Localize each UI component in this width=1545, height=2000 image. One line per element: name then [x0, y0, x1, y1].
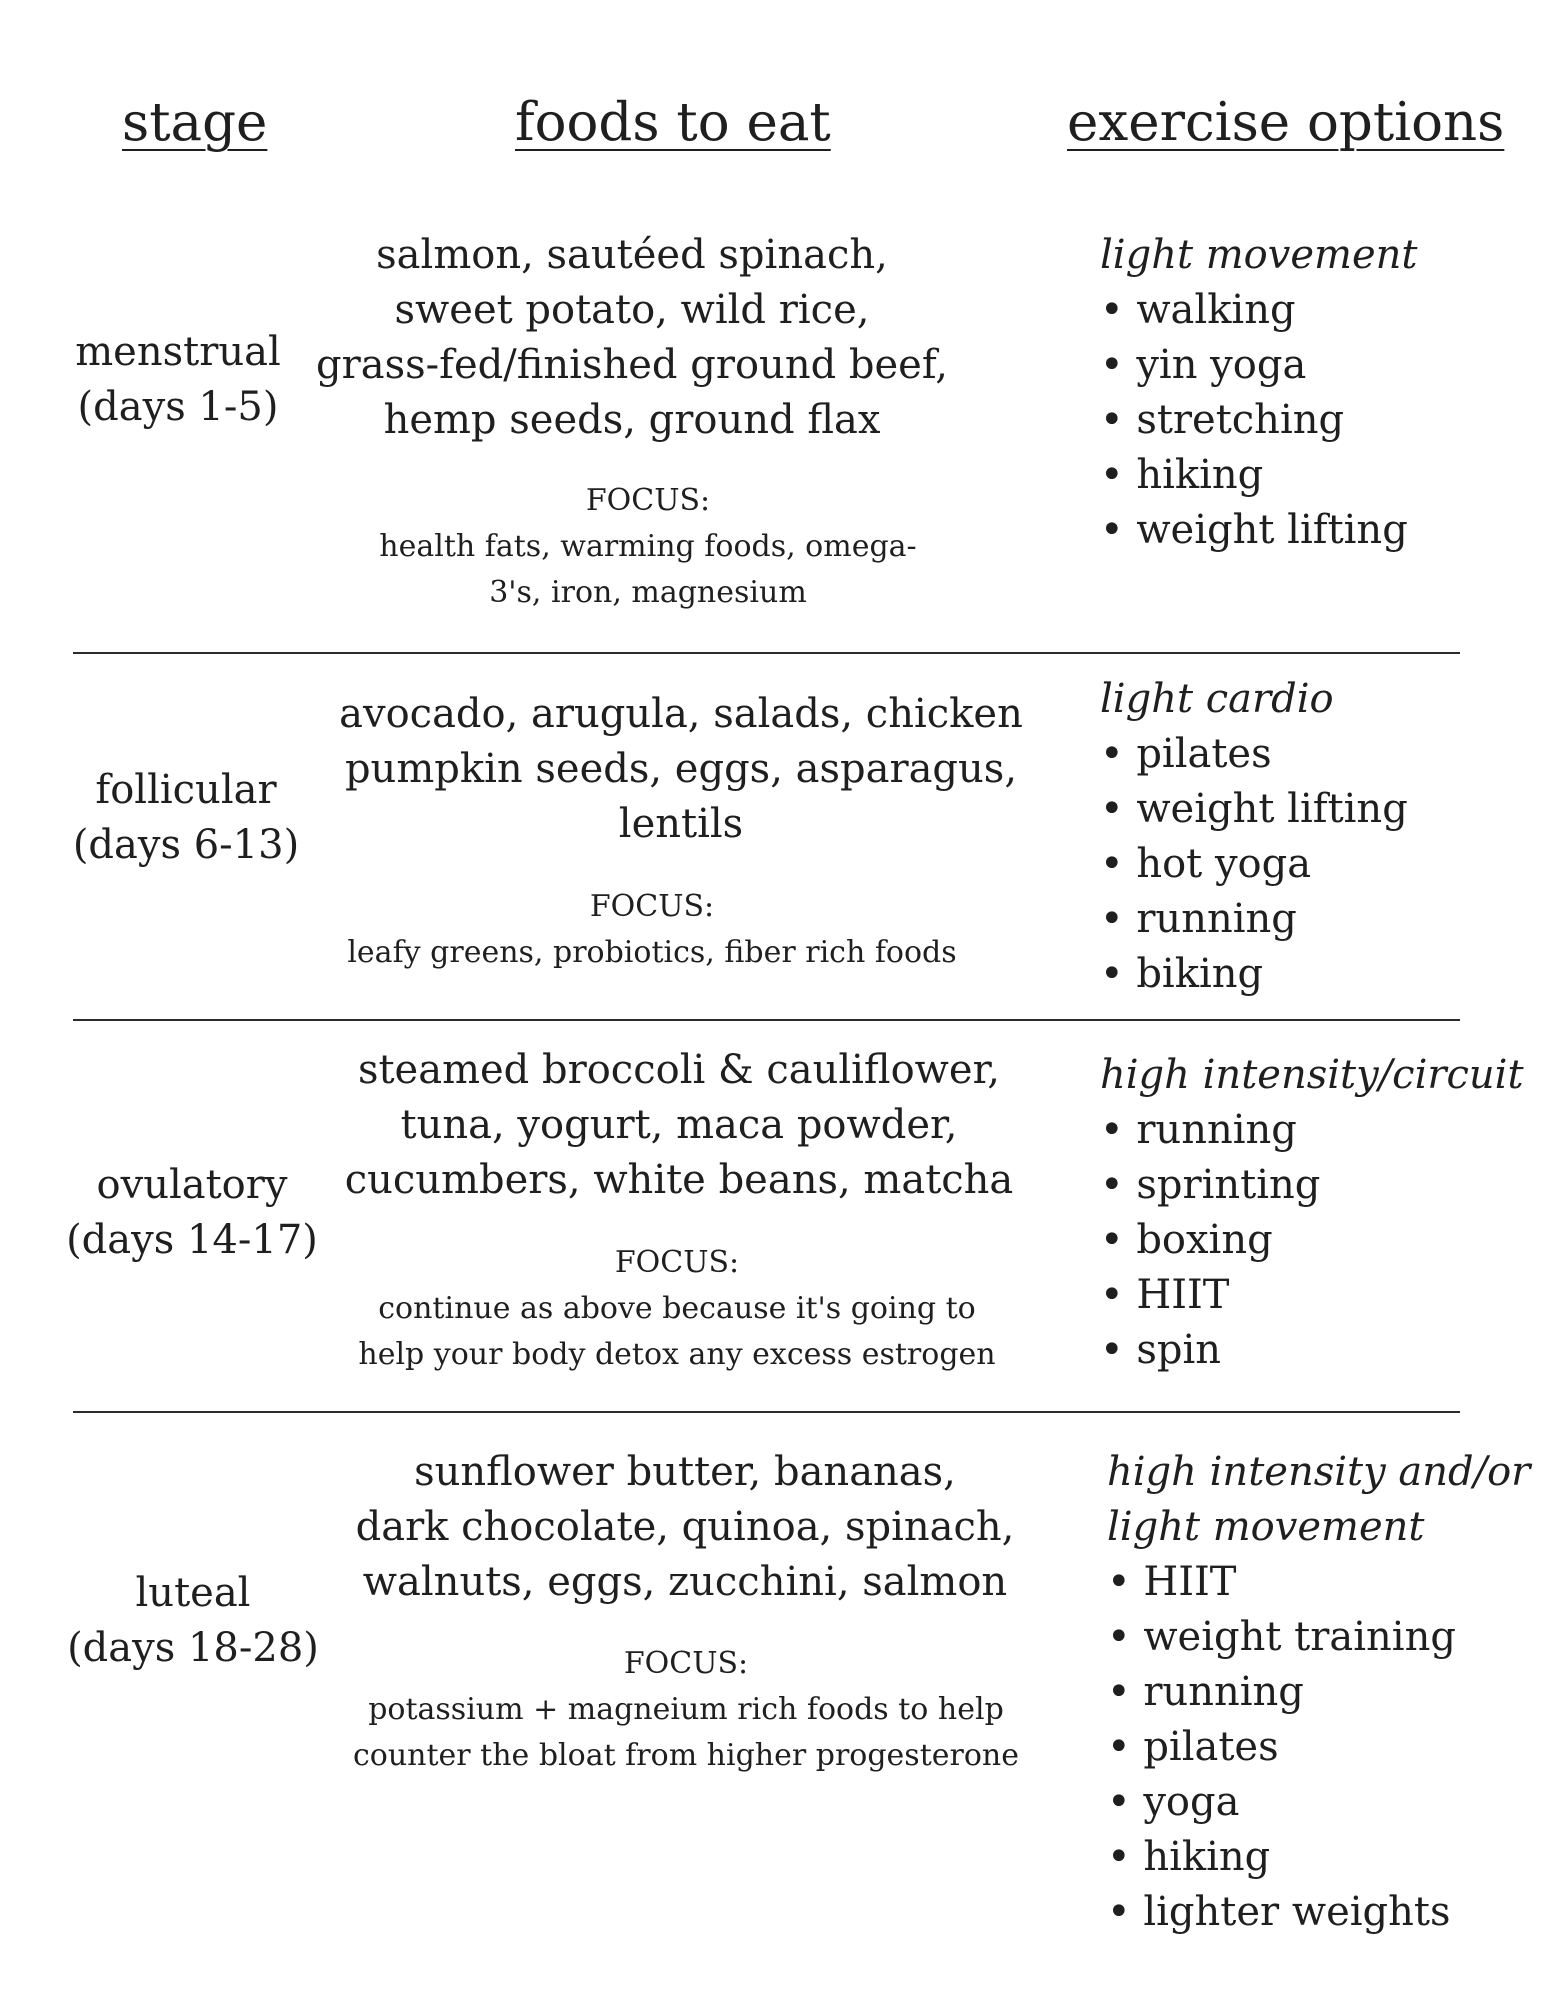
foods-list-menstrual — [232, 228, 1032, 448]
exercise-item: • running — [1100, 892, 1408, 947]
focus-block-ovulatory — [277, 1240, 1077, 1378]
exercise-list-menstrual — [1100, 228, 1417, 558]
exercise-item: • yin yoga — [1100, 338, 1417, 393]
focus-block-luteal — [286, 1641, 1086, 1779]
focus-line: health fats, warming foods, omega- — [379, 529, 917, 564]
exercise-item: • spin — [1100, 1323, 1524, 1378]
stage-days: (days 14-17) — [66, 1217, 318, 1263]
stage-name: menstrual — [75, 329, 281, 375]
food-line: tuna, yogurt, maca powder, — [400, 1102, 958, 1148]
row-divider — [73, 652, 1460, 654]
exercise-item: • pilates — [1100, 727, 1408, 782]
food-line: lentils — [618, 801, 744, 847]
focus-block-menstrual — [248, 478, 1048, 616]
stage-name: follicular — [95, 767, 277, 813]
food-line: cucumbers, white beans, matcha — [344, 1157, 1014, 1203]
food-line: salmon, sautéed spinach, — [376, 232, 888, 278]
stage-name: luteal — [135, 1570, 251, 1616]
focus-label: FOCUS: — [623, 1646, 749, 1681]
exercise-item: • running — [1107, 1665, 1530, 1720]
intensity-label: high intensity/circuit — [1100, 1052, 1524, 1098]
exercise-item: • pilates — [1107, 1720, 1530, 1775]
exercise-item: • lighter weights — [1107, 1885, 1530, 1940]
foods-list-luteal — [285, 1445, 1085, 1610]
exercise-list-ovulatory — [1100, 1048, 1524, 1378]
food-line: avocado, arugula, salads, chicken — [339, 691, 1023, 737]
exercise-list-follicular — [1100, 672, 1408, 1002]
foods-list-follicular — [281, 687, 1081, 852]
row-divider — [73, 1019, 1460, 1021]
food-line: sweet potato, wild rice, — [394, 287, 870, 333]
focus-line: continue as above because it's going to — [378, 1291, 976, 1326]
exercise-item: • weight lifting — [1100, 503, 1417, 558]
stage-name: ovulatory — [96, 1162, 288, 1208]
exercise-list-luteal — [1107, 1445, 1530, 1940]
row-divider — [73, 1411, 1460, 1413]
header-foods: foods to eat — [515, 92, 831, 153]
header-stage: stage — [122, 92, 268, 153]
exercise-item: • biking — [1100, 947, 1408, 1002]
food-line: sunflower butter, bananas, — [414, 1449, 956, 1495]
header-exercise: exercise options — [1067, 92, 1505, 153]
exercise-item: • hiking — [1107, 1830, 1530, 1885]
exercise-item: • hiking — [1100, 448, 1417, 503]
stage-days: (days 1-5) — [77, 384, 279, 430]
exercise-item: • stretching — [1100, 393, 1417, 448]
focus-line: 3's, iron, magnesium — [489, 575, 807, 610]
exercise-item: • boxing — [1100, 1213, 1524, 1268]
foods-list-ovulatory — [279, 1043, 1079, 1208]
exercise-item: • weight training — [1107, 1610, 1530, 1665]
food-line: pumpkin seeds, eggs, asparagus, — [344, 746, 1018, 792]
focus-line: potassium + magneium rich foods to help — [368, 1692, 1004, 1727]
stage-days: (days 18-28) — [67, 1625, 319, 1671]
food-line: steamed broccoli & cauliflower, — [357, 1047, 1001, 1093]
exercise-item: • yoga — [1107, 1775, 1530, 1830]
food-line: walnuts, eggs, zucchini, salmon — [362, 1559, 1008, 1605]
focus-label: FOCUS: — [589, 889, 715, 924]
intensity-label: light cardio — [1100, 676, 1334, 722]
stage-days: (days 6-13) — [72, 822, 300, 868]
exercise-item: • hot yoga — [1100, 837, 1408, 892]
focus-line: help your body detox any excess estrogen — [358, 1337, 996, 1372]
exercise-item: • weight lifting — [1100, 782, 1408, 837]
focus-label: FOCUS: — [614, 1245, 740, 1280]
food-line: dark chocolate, quinoa, spinach, — [355, 1504, 1015, 1550]
intensity-label: light movement — [1107, 1504, 1425, 1550]
exercise-item: • running — [1100, 1103, 1524, 1158]
exercise-item: • HIIT — [1100, 1268, 1524, 1323]
food-line: hemp seeds, ground flax — [383, 397, 881, 443]
exercise-item: • walking — [1100, 283, 1417, 338]
intensity-label: light movement — [1100, 232, 1418, 278]
focus-block-follicular — [252, 884, 1052, 976]
focus-line: counter the bloat from higher progesterone — [352, 1738, 1019, 1773]
focus-label: FOCUS: — [585, 483, 711, 518]
exercise-item: • sprinting — [1100, 1158, 1524, 1213]
focus-line: leafy greens, probiotics, fiber rich foods — [347, 935, 957, 970]
food-line: grass-fed/finished ground beef, — [316, 342, 948, 388]
intensity-label: high intensity and/or — [1107, 1449, 1531, 1495]
exercise-item: • HIIT — [1107, 1555, 1530, 1610]
